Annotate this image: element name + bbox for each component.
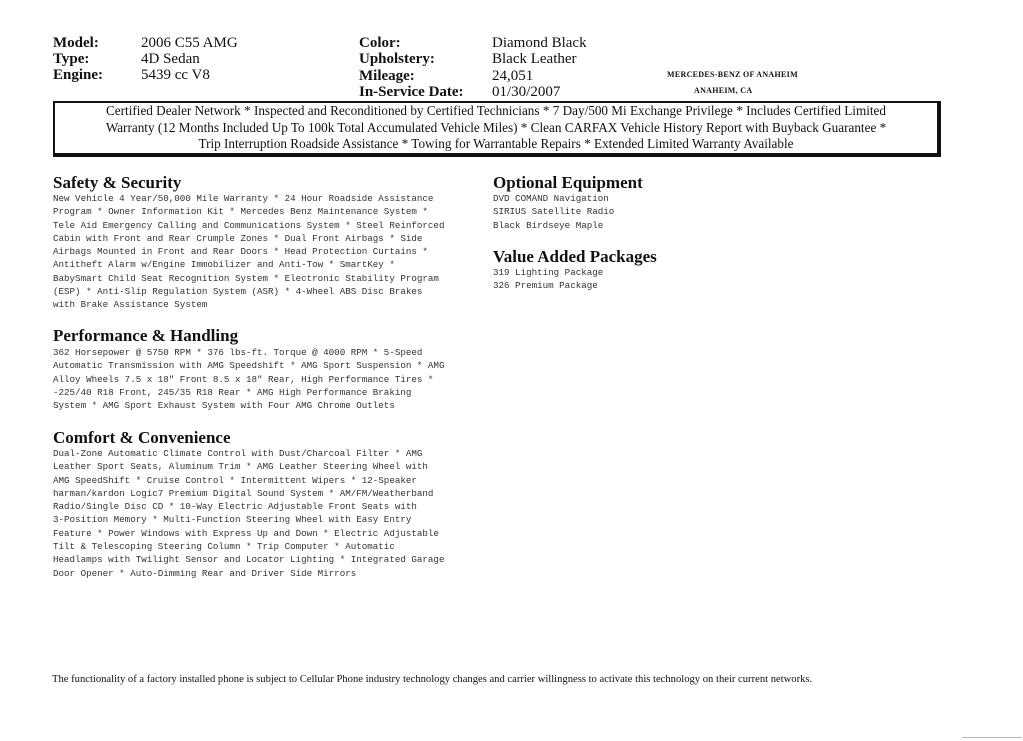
engine-value: 5439 cc V8: [141, 67, 210, 83]
safety-security-heading: Safety & Security: [53, 173, 182, 192]
comfort-convenience-features: Dual-Zone Automatic Climate Control with Dust/Charcoal Filter * AMG Leather Sport Seats, Aluminum Trim * AMG Leather Steering Wheel with AMG SpeedShift * Cruise Control * Intermittent Wipers * 12-Speaker harman/kardon Logic7 Premium Digital Sound System * AM/FM/Weatherband Radio/Single Disc CD * 10-Way Electric Adjustable Front Seats with 3-Position Memory * Multi-Function Steering Wheel with Easy Entry Feature * Power Windows with Express Up and Down * Electric Adjustable Tilt & Telescoping Steering Column * Trip Computer * Automatic Headlamps with Twilight Sensor and Locator Lighting * Integrated Garage Door Opener * Auto-Dimming Rear and Driver Side Mirrors: [53, 448, 445, 579]
mileage-value: 24,051: [492, 68, 534, 84]
upholstery-value: Black Leather: [492, 51, 577, 67]
certification-line-2: Warranty (12 Months Included Up To 100k Total Accumulated Vehicle Miles) * Clean CARFAX Vehicle History Report with Buyback Guarantee *: [105, 119, 887, 135]
type-value: 4D Sedan: [141, 51, 200, 67]
engine-label: Engine:: [53, 67, 104, 83]
color-label: Color:: [359, 35, 401, 51]
certification-box: [53, 101, 941, 157]
model-label: Model:: [53, 35, 99, 51]
value-added-packages-list: 319 Lighting Package 326 Premium Package: [493, 267, 604, 292]
model-value: 2006 C55 AMG: [141, 35, 238, 51]
value-added-packages-heading: Value Added Packages: [493, 247, 657, 266]
performance-handling-features: 362 Horsepower @ 5750 RPM * 376 lbs-ft. Torque @ 4000 RPM * 5-Speed Automatic Transmission with AMG Speedshift * AMG Sport Suspension * AMG Alloy Wheels 7.5 x 18" Front 8.5 x 18" Rear, High Performance Tires * -225/40 R18 Front, 245/35 R18 Rear * AMG High Performance Braking System * AMG Sport Exhaust System with Four AMG Chrome Outlets: [53, 347, 445, 412]
phone-disclaimer: The functionality of a factory installed phone is subject to Cellular Phone industry technology changes and carrier willingness to activate this technology on their current networks.: [52, 674, 813, 685]
dealer-location: ANAHEIM, CA: [694, 86, 753, 95]
scan-edge-line: [962, 737, 1022, 738]
mileage-label: Mileage:: [359, 68, 415, 84]
safety-security-features: New Vehicle 4 Year/50,000 Mile Warranty * 24 Hour Roadside Assistance Program * Owner Information Kit * Mercedes Benz Maintenance System * Tele Aid Emergency Calling and Communications System * Steel Reinforced Cabin with Front and Rear Crumple Zones * Dual Front Airbags * Side Airbags Mounted in Front and Rear Doors * Head Protection Curtains * Antitheft Alarm w/Engine Immobilizer and Anti-Tow * SmartKey * BabySmart Child Seat Recognition System * Electronic Stability Program (ESP) * Anti-Slip Regulation System (ASR) * 4-Wheel ABS Disc Brakes with Brake Assistance System: [53, 193, 445, 311]
comfort-convenience-heading: Comfort & Convenience: [53, 428, 231, 447]
optional-equipment-heading: Optional Equipment: [493, 173, 643, 192]
in-service-date-value: 01/30/2007: [492, 84, 561, 100]
type-label: Type:: [53, 51, 90, 67]
color-value: Diamond Black: [492, 35, 587, 51]
optional-equipment-list: DVD COMAND Navigation SIRIUS Satellite Radio Black Birdseye Maple: [493, 193, 615, 231]
in-service-date-label: In-Service Date:: [359, 84, 464, 100]
dealer-name: MERCEDES-BENZ OF ANAHEIM: [667, 70, 798, 79]
certification-line-3: Trip Interruption Roadside Assistance * Towing for Warrantable Repairs * Extended Limited Warranty Available: [198, 136, 794, 152]
performance-handling-heading: Performance & Handling: [53, 326, 239, 345]
upholstery-label: Upholstery:: [359, 51, 435, 67]
certification-line-1: Certified Dealer Network * Inspected and Reconditioned by Certified Technicians * 7 Day/500 Mi Exchange Privilege * Includes Certified Limited: [106, 103, 886, 118]
